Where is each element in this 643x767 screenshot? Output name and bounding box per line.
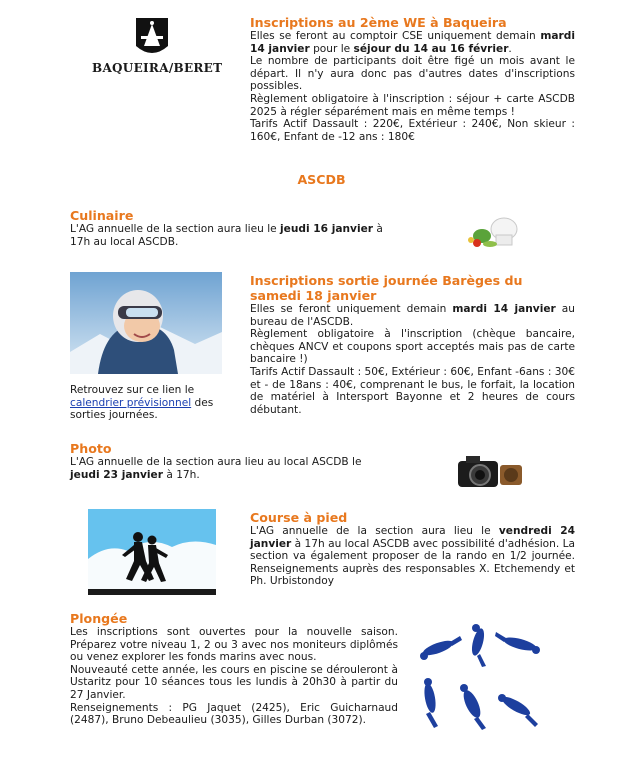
plongee-p1: Les inscriptions sont ouvertes pour la nouvelle saison. Préparez votre niveau 1, 2 ou 3 avec nos moniteurs diplômés ou venez explorer les fonds marins avec nous.	[70, 626, 398, 664]
runners-silhouette-icon	[88, 509, 216, 595]
baqueira-p4: Tarifs Actif Dassault : 220€, Extérieur : 240€, Non skieur : 160€, Enfant de -12 ans : 180€	[250, 118, 575, 143]
baqueira-logo	[92, 16, 223, 78]
plongee-section	[70, 611, 398, 727]
baqueira-title: Inscriptions au 2ème WE à Baqueira	[250, 15, 507, 30]
calendrier-previsionnel-link[interactable]: calendrier prévisionnel	[70, 396, 192, 409]
culinaire-section	[70, 208, 400, 248]
baqueira-brand-text: BAQUEIRA/BERET	[92, 61, 223, 75]
course-text: L'AG annuelle de la section aura lieu le vendredi 24 janvier à 17h au local ASCDB avec possibilité d'adhésion. La section va également proposer de la rando en 1/2 journée. Renseignements auprès des responsables X. Etchemendy et Ph. Urbistondoy	[250, 525, 575, 588]
bareges-p3: Tarifs Actif Dassault : 50€, Extérieur : 60€, Enfant -6ans : 30€ et - de 18ans : 40€, comprenant le bus, le forfait, la location de matériel à Intersport Bayonne et 2 heures de cours débutant.	[250, 365, 575, 416]
skier-woman-icon	[70, 272, 222, 374]
camera-icon	[454, 451, 530, 493]
bareges-p1: Elles se feront uniquement demain mardi 14 janvier au bureau de l'ASCDB.	[250, 303, 575, 328]
photo-text: L'AG annuelle de la section aura lieu au local ASCDB le jeudi 23 janvier à 17h.	[70, 456, 362, 481]
section-title-ascdb: ASCDB	[297, 172, 346, 187]
culinaire-title: Culinaire	[70, 208, 134, 223]
baqueira-p2: Le nombre de participants doit être figé un mois avant le départ. Il n'y aura donc pas d'autres dates d'inscriptions possibles.	[250, 55, 575, 93]
bareges-p2: Règlement obligatoire à l'inscription (chèque bancaire, chèques ANCV et coupons sport acceptés mais pas de carte bancaire !)	[250, 328, 575, 366]
bareges-side-note: Retrouvez sur ce lien le calendrier prévisionnel des sorties journées.	[70, 384, 214, 422]
baqueira-p1: Elles se feront au comptoir CSE uniquement demain mardi 14 janvier pour le séjour du 14 au 16 février.	[250, 30, 575, 55]
course-title: Course à pied	[250, 510, 348, 525]
scuba-divers-icon	[416, 622, 546, 732]
course-section	[250, 510, 575, 588]
photo-section	[70, 441, 385, 481]
plongee-p3: Renseignements : PG Jaquet (2425), Eric Guicharnaud (2487), Bruno Debeaulieu (3035), Gilles Durban (3072).	[70, 701, 398, 727]
culinaire-text: L'AG annuelle de la section aura lieu le jeudi 16 janvier à 17h au local ASCDB.	[70, 223, 383, 248]
chef-hat-vegetables-icon	[466, 213, 522, 253]
cooking-image	[466, 213, 522, 253]
bareges-title: Inscriptions sortie journée Barèges du samedi 18 janvier	[250, 273, 523, 303]
divers-image	[416, 622, 546, 732]
bareges-section	[250, 273, 575, 416]
skier-image	[70, 272, 222, 374]
baqueira-section	[250, 15, 575, 143]
plongee-title: Plongée	[70, 611, 128, 626]
baqueira-p3: Règlement obligatoire à l'inscription : séjour + carte ASCDB 2025 à régler séparément mais en même temps !	[250, 92, 575, 118]
camera-image	[454, 451, 530, 493]
photo-title: Photo	[70, 441, 112, 456]
runners-image	[88, 509, 216, 595]
baqueira-emblem-icon	[92, 16, 212, 60]
plongee-p2: Nouveauté cette année, les cours en piscine se dérouleront à Ustaritz pour 10 séances tous les lundis à 20h30 à partir du 27 Janvier.	[70, 663, 398, 701]
